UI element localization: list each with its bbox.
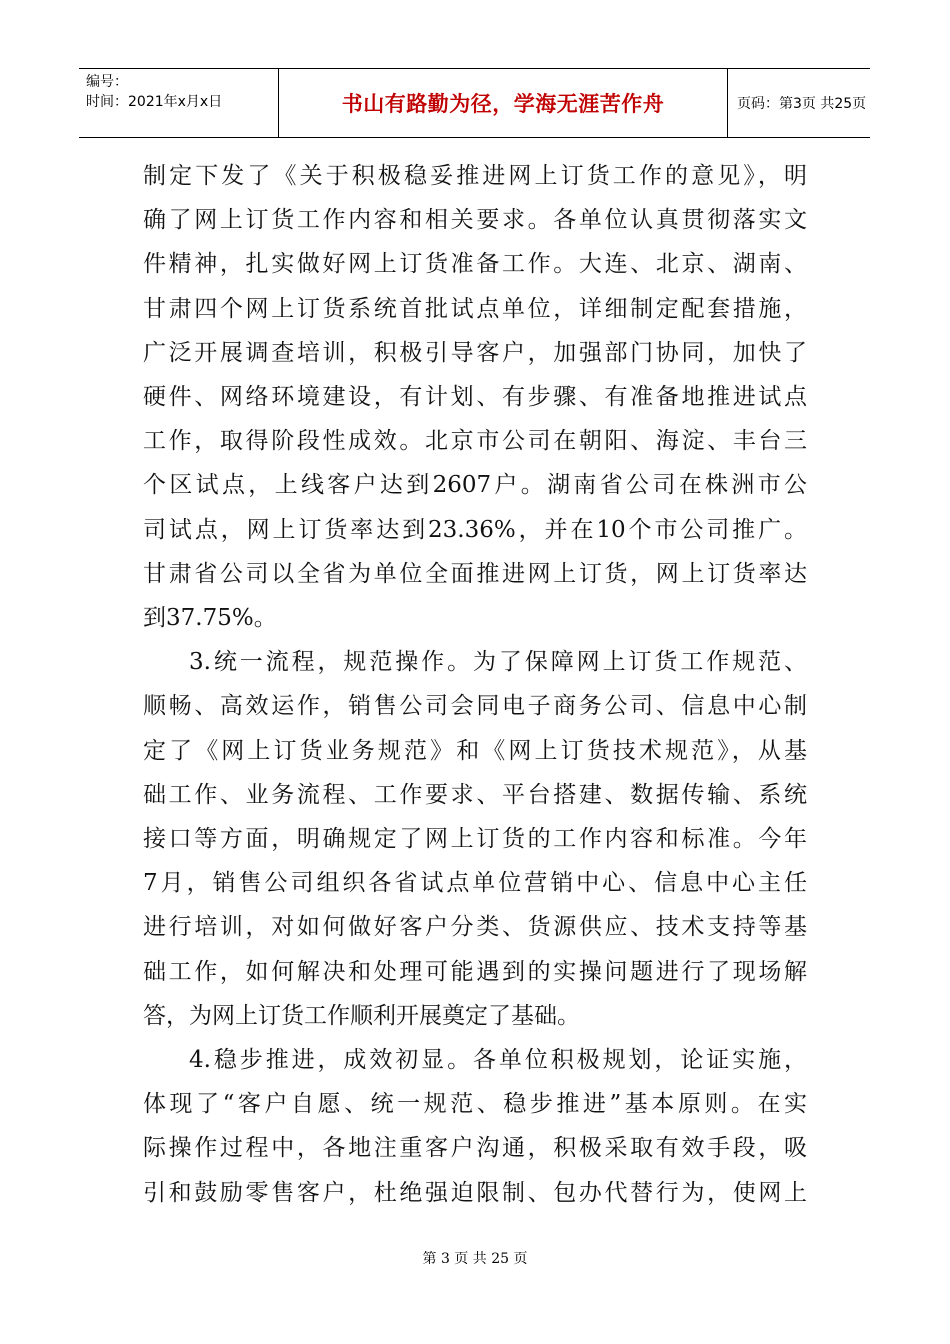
- body-line: 到37.75%。: [143, 605, 277, 632]
- body-line: 引和鼓励零售客户，杜绝强迫限制、包办代替行为，使网上: [143, 1179, 807, 1206]
- body-line: 制定下发了《关于积极稳妥推进网上订货工作的意见》，明: [143, 163, 807, 189]
- body-line: 体现了“客户自愿、统一规范、稳步推进”基本原则。在实: [143, 1091, 807, 1118]
- body-line: 确了网上订货工作内容和相关要求。各单位认真贯彻落实文: [143, 207, 807, 234]
- body-line: 定了《网上订货业务规范》和《网上订货技术规范》，从基: [143, 737, 807, 764]
- body-line: 甘肃四个网上订货系统首批试点单位，详细制定配套措施，: [143, 295, 807, 322]
- body-line: 广泛开展调查培训，积极引导客户，加强部门协同，加快了: [143, 339, 807, 366]
- document-number-label: 编号：: [86, 74, 128, 90]
- body-line: 接口等方面，明确规定了网上订货的工作内容和标准。今年: [143, 826, 807, 853]
- body-line: 答，为网上订货工作顺利开展奠定了基础。: [143, 1002, 580, 1029]
- body-line: 甘肃省公司以全省为单位全面推进网上订货，网上订货率达: [143, 560, 807, 587]
- body-line: 工作，取得阶段性成效。北京市公司在朝阳、海淀、丰台三: [143, 428, 807, 455]
- header-motto-cell: [279, 69, 728, 137]
- header-left-cell: [79, 69, 279, 137]
- body-line: 3.统一流程，规范操作。为了保障网上订货工作规范、: [189, 649, 807, 676]
- body-line: 硬件、网络环境建设，有计划、有步骤、有准备地推进试点: [143, 384, 807, 411]
- body-line: 个区试点，上线客户达到2607户。湖南省公司在株洲市公: [143, 472, 807, 499]
- document-date-label: 时间：2021年x月x日: [86, 94, 223, 110]
- body-line: 司试点，网上订货率达到23.36%，并在10个市公司推广。: [143, 516, 807, 543]
- body-line: 进行培训，对如何做好客户分类、货源供应、技术支持等基: [143, 914, 807, 941]
- body-line: 顺畅、高效运作，销售公司会同电子商务公司、信息中心制: [143, 693, 807, 720]
- document-body: [143, 154, 807, 1215]
- page-footer: 第 3 页 共 25 页: [422, 1251, 528, 1267]
- body-line: 础工作、业务流程、工作要求、平台搭建、数据传输、系统: [143, 781, 807, 808]
- header-page-cell: [728, 69, 870, 137]
- body-line: 7月，销售公司组织各省试点单位营销中心、信息中心主任: [143, 870, 807, 897]
- body-line: 础工作，如何解决和处理可能遇到的实操问题进行了现场解: [143, 958, 807, 985]
- page-header: [79, 68, 870, 138]
- header-page-number: 页码：第3页 共25页: [737, 96, 867, 112]
- header-motto: 书山有路勤为径，学海无涯苦作舟: [341, 92, 665, 116]
- body-line: 际操作过程中，各地注重客户沟通，积极采取有效手段，吸: [143, 1135, 807, 1162]
- body-line: 4.稳步推进，成效初显。各单位积极规划，论证实施，: [189, 1047, 807, 1074]
- body-line: 件精神，扎实做好网上订货准备工作。大连、北京、湖南、: [143, 251, 807, 278]
